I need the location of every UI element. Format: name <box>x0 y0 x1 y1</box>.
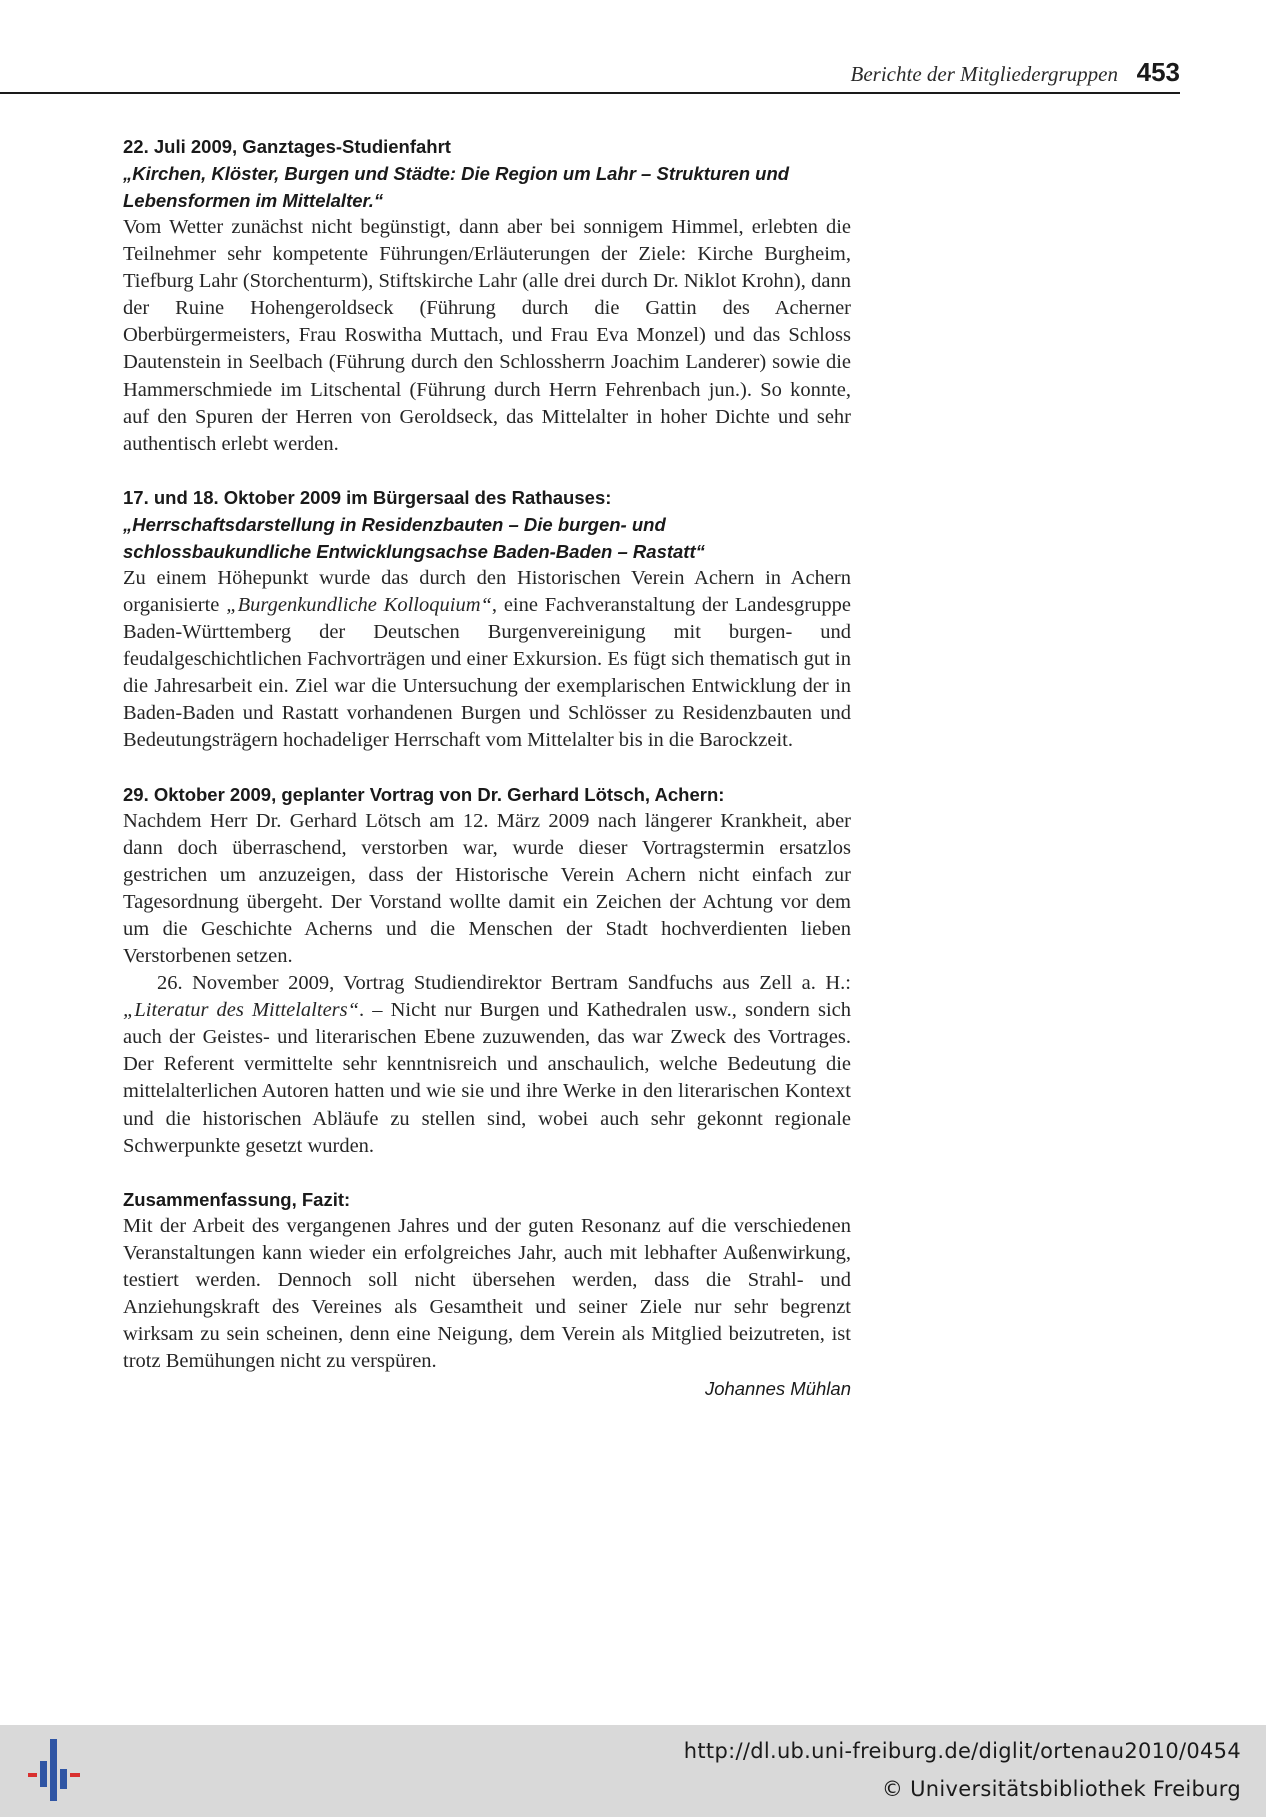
running-title: Berichte der Mitgliedergruppen <box>850 62 1118 86</box>
section-kolloquium <box>123 484 851 755</box>
running-head <box>0 54 1180 94</box>
section-studienfahrt <box>123 133 851 458</box>
section-heading: 17. und 18. Oktober 2009 im Bürgersaal des Rathauses: <box>123 486 612 508</box>
logo-bar <box>40 1761 47 1787</box>
logo-bar <box>28 1773 37 1777</box>
article-body <box>123 133 851 1428</box>
section-subheading: „Herrschaftsdarstellung in Residenzbauten – Die burgen- und schlossbaukundliche Entwicklungsachse Baden-Baden – Rastatt“ <box>123 513 705 562</box>
section-subheading: „Kirchen, Klöster, Burgen und Städte: Die Region um Lahr – Strukturen und Lebensformen im Mittelalter.“ <box>123 163 790 211</box>
author-signature: Johannes Mühlan <box>704 1378 851 1400</box>
logo-bar <box>70 1773 80 1777</box>
paragraph-text: , eine Fachveranstaltung der Landesgruppe Baden-Württemberg der Deutschen Burgenvereinigung mit burgen- und feudalgeschichtlichen Fachvorträgen und einer Exkursion. Es fügt sich thematisch gut in die Jahresarbeit ein. Ziel war die Untersuchung der exemplarischen Entwicklung der in Baden-Baden und Rastatt vorhandenen Burgen und Schlösser zu Residenzbauten und Bedeutungsträgern hochadeliger Herrschaft vom Mittelalter bis in die Barockzeit. <box>123 593 851 752</box>
paragraph-text: . – Nicht nur Burgen und Kathedralen usw., sondern sich auch der Geistes- und literarischen Ebene zuzuwenden, das war Zweck des Vortrages. Der Referent vermittelte sehr kenntnisreich und anschaulich, welche Bedeutung die mittelalterlichen Autoren hatten und wie sie und ihre Werke in den literarischen Kontext und die historischen Abläufe zu stellen sind, wobei auch sehr gekonnt regionale Schwerpunkte gesetzt wurden. <box>123 999 851 1157</box>
paragraph-italic-title: „Literatur des Mittelalters“ <box>123 999 360 1022</box>
paragraph-italic-title: „Burgenkundliche Kolloquium“ <box>226 593 492 616</box>
section-vortrag <box>123 781 851 1160</box>
section-heading: 22. Juli 2009, Ganztages-Studienfahrt <box>123 136 451 157</box>
section-paragraph: Nachdem Herr Dr. Gerhard Lötsch am 12. März 2009 nach längerer Krankheit, aber dann doch überraschend, verstorben war, wurde dieser Vortragstermin ersatzlos gestrichen um anzuzeigen, dass der Historische Verein Achern nicht einfach zur Tagesordnung übergeht. Der Vorstand wollte damit ein Zeichen der Achtung vor dem um die Geschichte Acherns und die Menschen der Stadt hochverdienten lieben Verstorbenen setzen. <box>123 809 851 967</box>
page-number: 453 <box>1136 57 1180 87</box>
viewer-footer <box>0 1725 1266 1817</box>
paragraph-text: Zu einem Höhepunkt wurde das durch den Historischen Verein Achern in Achern organisierte <box>123 566 851 616</box>
section-heading: 29. Oktober 2009, geplanter Vortrag von Dr. Gerhard Lötsch, Achern: <box>123 783 725 805</box>
permalink-url[interactable]: http://dl.ub.uni-freiburg.de/diglit/ortenau2010/0454 <box>683 1739 1241 1763</box>
ub-freiburg-logo-icon[interactable] <box>28 1739 80 1801</box>
logo-bar <box>50 1739 57 1801</box>
copyright-notice: © Universitätsbibliothek Freiburg <box>881 1777 1241 1801</box>
logo-bar <box>60 1769 67 1789</box>
section-paragraph: Vom Wetter zunächst nicht begünstigt, dann aber bei sonnigem Himmel, erlebten die Teilnehmer sehr kompetente Führungen/Erläuterungen der Ziele: Kirche Burgheim, Tiefburg Lahr (Storchenturm), Stiftskirche Lahr (alle drei durch Dr. Niklot Krohn), dann der Ruine Hohengeroldseck (Führung durch die Gattin des Acherner Oberbürgermeisters, Frau Roswitha Muttach, und Frau Eva Monzel) und das Schloss Dautenstein in Seelbach (Führung durch den Schlossherrn Joachim Landerer) sowie die Hammerschmiede im Litschental (Führung durch Herrn Fehrenbach jun.). So konnte, auf den Spuren der Herren von Geroldseck, das Mittelalter in hoher Dichte und sehr authentisch erlebt werden. <box>123 216 851 455</box>
paragraph-text: 26. November 2009, Vortrag Studiendirektor Bertram Sandfuchs aus Zell a. H.: <box>157 972 851 995</box>
section-paragraph <box>123 970 851 1160</box>
section-heading: Zusammenfassung, Fazit: <box>123 1188 351 1210</box>
section-paragraph <box>123 565 851 755</box>
section-paragraph: Mit der Arbeit des vergangenen Jahres und der guten Resonanz auf die verschiedenen Veranstaltungen kann wieder ein erfolgreiches Jahr, auch mit lebhafter Außenwirkung, testiert werden. Dennoch soll nicht übersehen werden, dass die Strahl- und Anziehungskraft des Vereines als Gesamtheit und seiner Ziele nur sehr begrenzt wirksam zu sein scheinen, denn eine Neigung, dem Verein als Mitglied beizutreten, ist trotz Bemühungen nicht zu verspüren. <box>123 1214 851 1373</box>
section-fazit <box>123 1186 851 1403</box>
